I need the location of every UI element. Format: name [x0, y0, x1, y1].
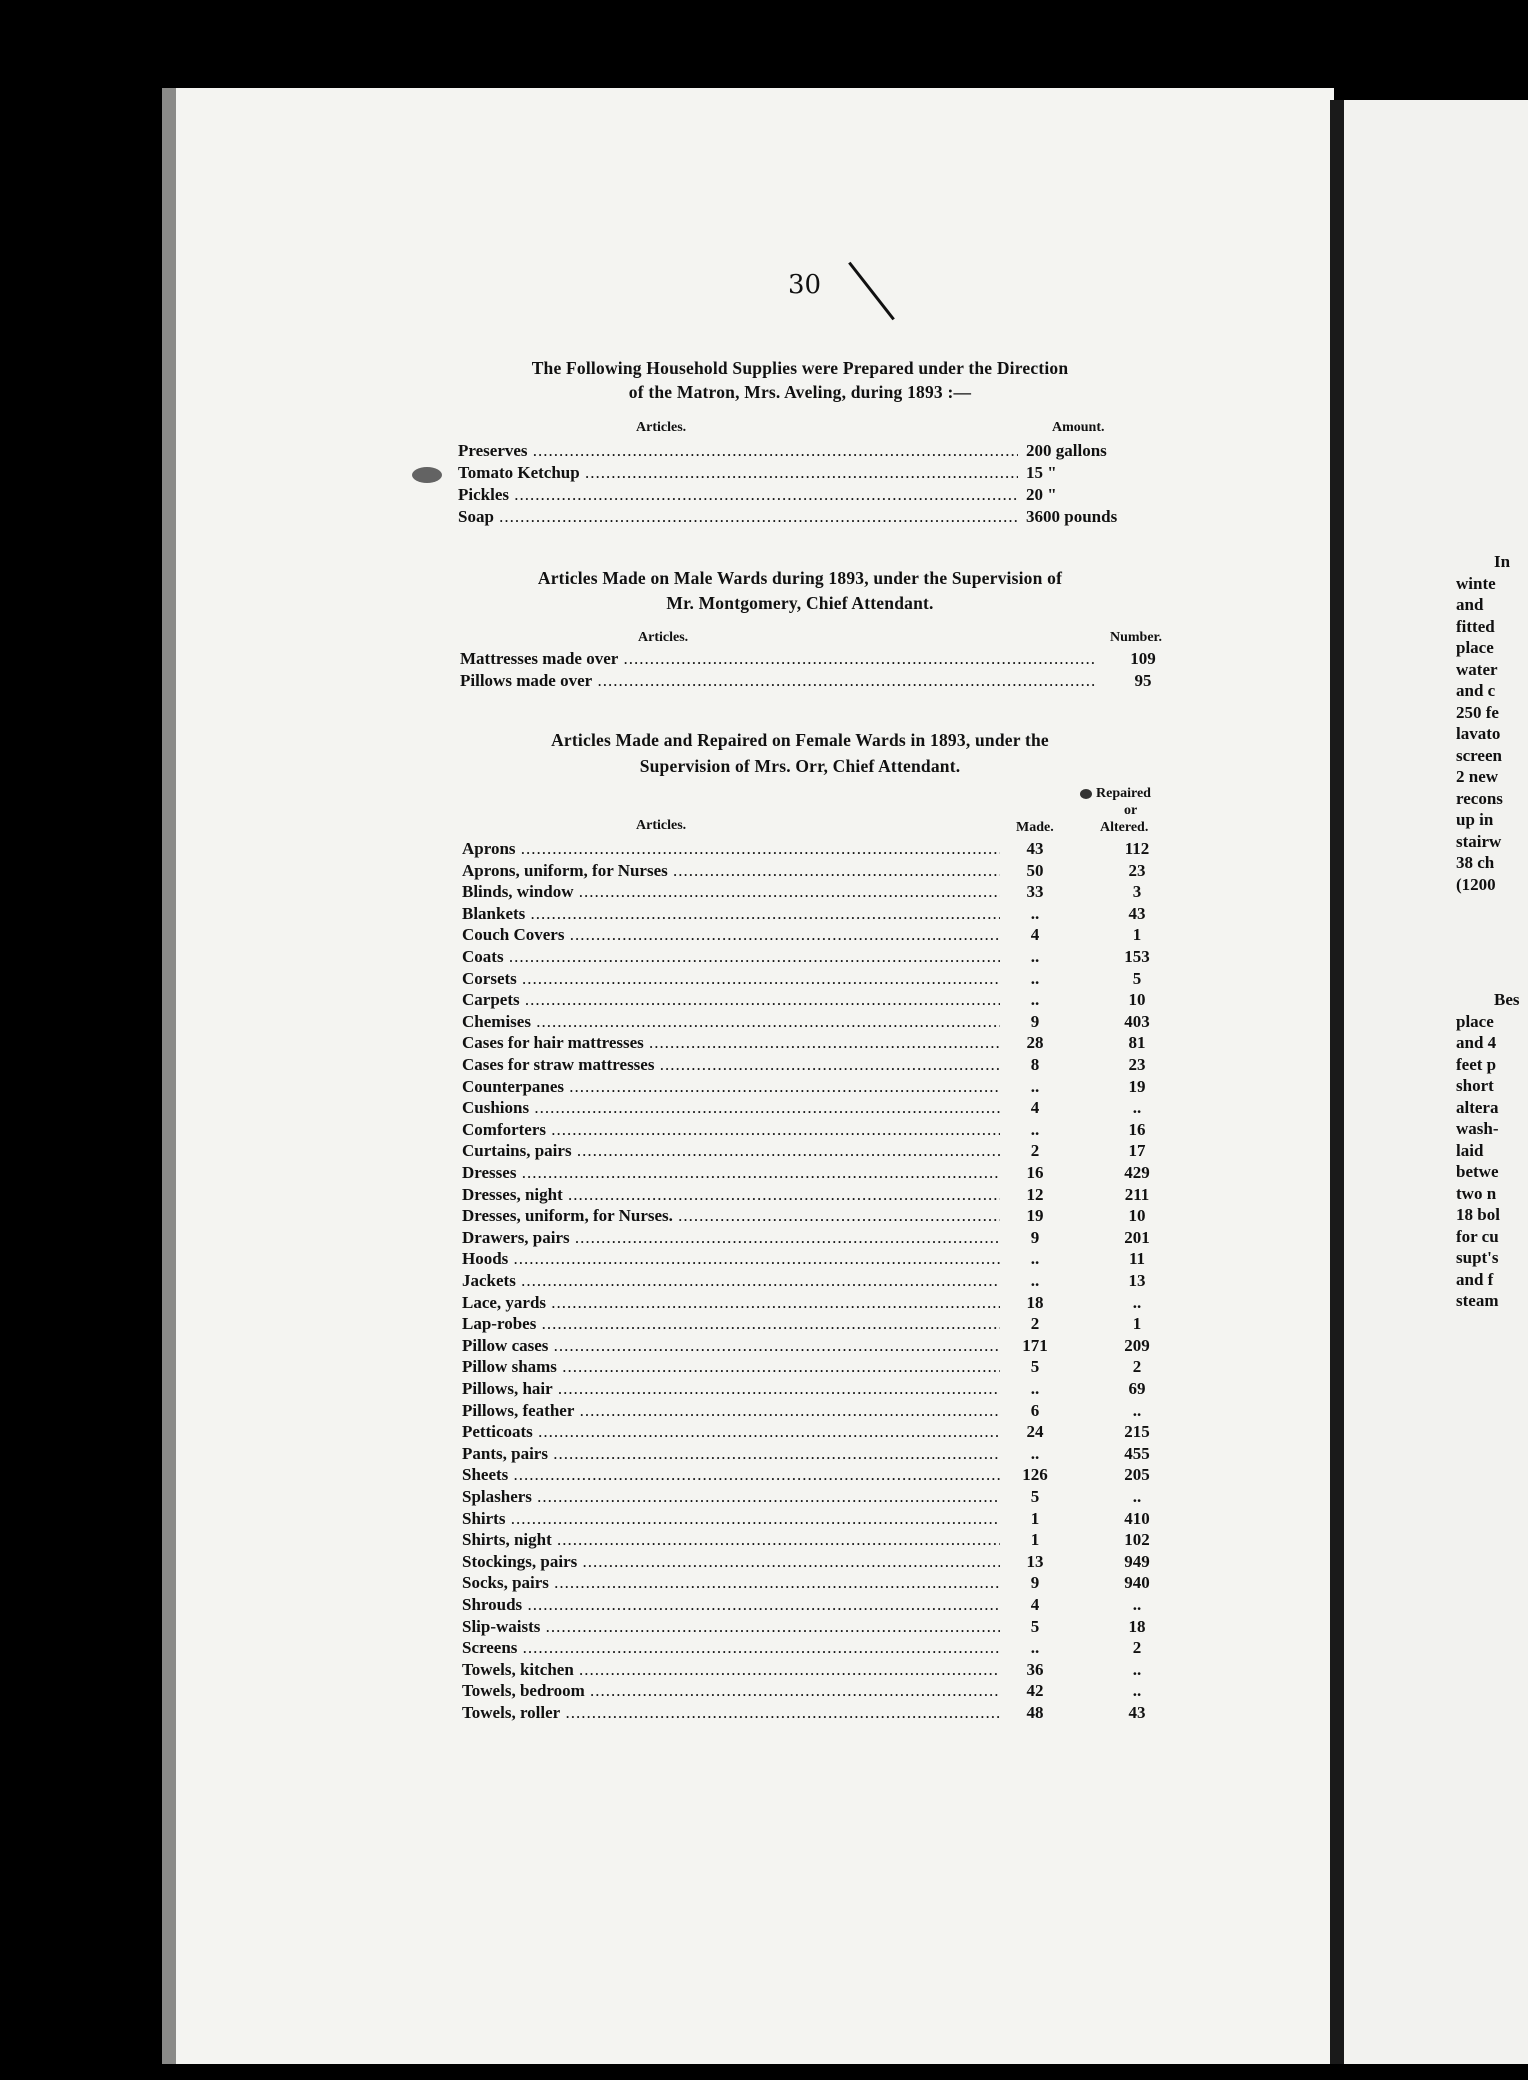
row-made: 4	[1030, 1595, 1040, 1614]
row-article: Pickles .....	[458, 485, 1018, 505]
row-article: Preserves .....	[458, 441, 1018, 461]
right-page-fragment: 18 bol	[1456, 1205, 1500, 1224]
row-made: 36	[1026, 1659, 1044, 1679]
row-article: Aprons .....	[462, 839, 1000, 859]
row-repaired: 81	[1128, 1033, 1146, 1053]
row-repaired: 940	[1124, 1573, 1150, 1593]
row-made: 5	[1030, 1487, 1040, 1506]
row-repaired: 10	[1128, 1206, 1146, 1226]
right-page-fragment: supt's	[1456, 1248, 1499, 1267]
right-page-fragment: feet p	[1456, 1054, 1497, 1074]
row-made: 9	[1030, 1011, 1040, 1031]
row-repaired: ..	[1132, 1400, 1142, 1420]
row-repaired: 23	[1128, 860, 1146, 880]
right-page-fragment: 250 fe	[1456, 702, 1499, 722]
right-page-fragment: and 4	[1456, 1033, 1497, 1052]
row-repaired: 209	[1124, 1335, 1150, 1355]
row-article: Chemises .....	[462, 1012, 1000, 1032]
right-page-fragment: In	[1494, 552, 1511, 571]
row-amount: 15 "	[1026, 463, 1057, 482]
section2-col-number: Number.	[1110, 630, 1162, 645]
ink-blot	[412, 467, 442, 483]
section2-heading-line1: Articles Made on Male Wards during 1893, under the Supervision of	[537, 568, 1063, 588]
row-repaired: 455	[1124, 1443, 1150, 1463]
section3-col-repaired-2: or	[1124, 803, 1138, 818]
section1-col-amount: Amount.	[1052, 420, 1105, 435]
row-repaired: 102	[1124, 1530, 1150, 1550]
row-article: Jackets .....	[462, 1271, 1000, 1291]
row-repaired: 17	[1128, 1141, 1146, 1161]
row-repaired: 23	[1128, 1055, 1146, 1074]
row-repaired: 19	[1128, 1076, 1146, 1096]
row-repaired: 69	[1128, 1379, 1146, 1398]
right-page-fragment: up in	[1456, 810, 1494, 829]
right-page-fragment: lavato	[1456, 724, 1501, 743]
section2-col-articles: Articles.	[638, 630, 689, 645]
right-page-fragment: recons	[1456, 788, 1503, 808]
row-repaired: 211	[1124, 1184, 1150, 1204]
right-page-fragment: steam	[1456, 1291, 1499, 1310]
row-article: Pillows made over .....	[460, 671, 1095, 691]
row-repaired: 429	[1124, 1163, 1150, 1182]
right-page-fragment: water	[1456, 659, 1498, 679]
row-made: 43	[1026, 839, 1044, 858]
row-made: ..	[1030, 947, 1040, 966]
row-made: ..	[1030, 1271, 1040, 1290]
row-article: Tomato Ketchup .....	[458, 463, 1018, 483]
right-page-fragment: screen	[1456, 745, 1502, 765]
row-made: 12	[1026, 1184, 1044, 1204]
row-made: 48	[1026, 1703, 1044, 1722]
right-page-fragment: 38 ch	[1456, 853, 1495, 872]
right-page-fragment: altera	[1456, 1097, 1499, 1117]
row-made: ..	[1030, 1443, 1040, 1463]
row-article: Pillow shams .....	[462, 1357, 1000, 1377]
row-article: Counterpanes .....	[462, 1077, 1000, 1097]
row-article: Blankets .....	[462, 904, 1000, 924]
row-made: 2	[1030, 1141, 1040, 1161]
row-article: Sheets .....	[462, 1465, 1000, 1485]
row-article: Socks, pairs .....	[462, 1573, 1000, 1593]
row-made: 9	[1030, 1227, 1040, 1247]
page-edge-shadow	[162, 88, 176, 2064]
row-repaired: 201	[1124, 1227, 1150, 1247]
row-repaired: 18	[1128, 1616, 1146, 1636]
row-amount: 20 "	[1026, 485, 1057, 504]
row-article: Shrouds .....	[462, 1595, 1000, 1615]
row-made: 28	[1026, 1033, 1044, 1053]
row-made: 5	[1030, 1357, 1040, 1377]
row-made: 1	[1030, 1530, 1040, 1550]
right-page-fragment: place	[1456, 1011, 1494, 1031]
row-repaired: ..	[1132, 1681, 1142, 1701]
section2-heading-line2: Mr. Montgomery, Chief Attendant.	[666, 593, 934, 613]
row-repaired: 215	[1124, 1422, 1150, 1442]
row-amount: 3600 pounds	[1026, 507, 1118, 526]
section3-col-repaired-1: Repaired	[1096, 786, 1151, 801]
row-article: Splashers .....	[462, 1487, 1000, 1507]
section1-heading-line2: of the Matron, Mrs. Aveling, during 1893 :—	[628, 382, 972, 402]
row-article: Petticoats .....	[462, 1422, 1000, 1442]
row-article: Mattresses made over .....	[460, 649, 1095, 669]
row-repaired: 10	[1128, 990, 1146, 1010]
row-repaired: 949	[1124, 1551, 1150, 1571]
row-made: 5	[1030, 1616, 1040, 1636]
row-repaired: 16	[1128, 1119, 1146, 1139]
row-article: Dresses, night .....	[462, 1185, 1000, 1205]
row-repaired: ..	[1132, 1292, 1142, 1312]
row-article: Stockings, pairs .....	[462, 1552, 1000, 1572]
row-repaired: 1	[1132, 1314, 1142, 1334]
section3-col-repaired-3: Altered.	[1100, 820, 1149, 835]
row-made: ..	[1030, 968, 1040, 988]
right-page-fragment: for cu	[1456, 1226, 1499, 1246]
right-page-fragment: Bes	[1494, 990, 1520, 1009]
row-article: Curtains, pairs .....	[462, 1141, 1000, 1161]
row-article: Carpets .....	[462, 990, 1000, 1010]
row-article: Slip-waists .....	[462, 1617, 1000, 1637]
row-made: 126	[1022, 1465, 1048, 1485]
row-number: 109	[1130, 649, 1156, 668]
row-made: 24	[1026, 1422, 1044, 1442]
row-made: ..	[1030, 1076, 1040, 1096]
ink-smudge	[1080, 789, 1092, 799]
page-number: 30	[788, 270, 822, 300]
row-article: Cases for hair mattresses .....	[462, 1033, 1000, 1053]
right-page-fragment: two n	[1456, 1183, 1497, 1203]
row-made: 6	[1030, 1400, 1040, 1420]
right-page-fragment: (1200	[1456, 874, 1496, 894]
row-amount: 200 gallons	[1026, 441, 1107, 460]
row-article: Towels, kitchen .....	[462, 1660, 1000, 1680]
row-article: Aprons, uniform, for Nurses .....	[462, 861, 1000, 881]
row-repaired: 112	[1124, 839, 1150, 858]
row-article: Shirts .....	[462, 1509, 1000, 1529]
row-repaired: 2	[1132, 1357, 1142, 1377]
row-repaired: ..	[1132, 1595, 1142, 1614]
row-repaired: 3	[1132, 882, 1142, 902]
right-page-fragment: and f	[1456, 1269, 1494, 1289]
right-page-fragment: fitted	[1456, 616, 1495, 636]
section1-col-articles: Articles.	[636, 420, 687, 435]
row-made: 19	[1026, 1206, 1044, 1226]
row-made: ..	[1030, 990, 1040, 1010]
row-made: ..	[1030, 1119, 1040, 1139]
row-repaired: 11	[1128, 1249, 1146, 1269]
row-article: Lace, yards .....	[462, 1293, 1000, 1313]
row-repaired: 43	[1128, 1703, 1146, 1722]
section3-heading-line2: Supervision of Mrs. Orr, Chief Attendant.	[639, 756, 961, 776]
section1-heading-line1: The Following Household Supplies were Prepared under the Direction	[531, 358, 1069, 378]
row-repaired: 153	[1124, 947, 1150, 966]
row-article: Pants, pairs .....	[462, 1444, 1000, 1464]
row-made: ..	[1030, 1249, 1040, 1269]
right-page-fragment: laid	[1456, 1140, 1484, 1160]
row-article: Cases for straw mattresses .....	[462, 1055, 1000, 1075]
row-repaired: ..	[1132, 1659, 1142, 1679]
row-made: 13	[1026, 1551, 1044, 1571]
row-repaired: 5	[1132, 968, 1142, 988]
row-made: 2	[1030, 1314, 1040, 1334]
row-article: Screens .....	[462, 1638, 1000, 1658]
row-article: Coats .....	[462, 947, 1000, 967]
row-made: 18	[1026, 1292, 1044, 1312]
right-page-fragment: stairw	[1456, 831, 1502, 851]
section3-heading-line1: Articles Made and Repaired on Female Wards in 1893, under the	[551, 730, 1049, 750]
right-page-fragment: betwe	[1456, 1162, 1499, 1181]
row-repaired: ..	[1132, 1098, 1142, 1118]
row-article: Drawers, pairs .....	[462, 1228, 1000, 1248]
row-article: Couch Covers .....	[462, 925, 1000, 945]
right-page-fragment: wash-	[1456, 1119, 1499, 1138]
row-article: Pillow cases .....	[462, 1336, 1000, 1356]
right-page-fragment: and	[1456, 595, 1484, 614]
row-made: 33	[1026, 882, 1044, 902]
row-article: Corsets .....	[462, 969, 1000, 989]
right-page	[1344, 100, 1528, 2064]
row-number: 95	[1134, 671, 1152, 690]
row-repaired: 410	[1124, 1508, 1150, 1528]
right-page-fragment: place	[1456, 638, 1494, 657]
row-article: Dresses .....	[462, 1163, 1000, 1183]
row-made: 16	[1026, 1163, 1044, 1182]
section3-col-made: Made.	[1016, 820, 1054, 835]
row-made: 42	[1026, 1681, 1044, 1701]
row-article: Pillows, hair .....	[462, 1379, 1000, 1399]
row-made: 9	[1030, 1573, 1040, 1593]
row-article: Soap .....	[458, 507, 1018, 527]
row-article: Hoods .....	[462, 1249, 1000, 1269]
row-article: Shirts, night .....	[462, 1530, 1000, 1550]
row-article: Towels, roller .....	[462, 1703, 1000, 1723]
row-made: 8	[1030, 1055, 1040, 1074]
row-repaired: 1	[1132, 925, 1142, 945]
book-spine	[1330, 100, 1344, 2064]
row-made: ..	[1030, 1379, 1040, 1398]
row-repaired: ..	[1132, 1487, 1142, 1506]
section3-col-articles: Articles.	[636, 818, 687, 833]
right-page-fragment: 2 new	[1456, 767, 1499, 786]
row-made: 4	[1030, 1098, 1040, 1118]
row-article: Lap-robes .....	[462, 1314, 1000, 1334]
row-repaired: 205	[1124, 1465, 1150, 1485]
row-repaired: 403	[1124, 1011, 1150, 1031]
row-article: Pillows, feather .....	[462, 1401, 1000, 1421]
row-made: ..	[1030, 903, 1040, 923]
row-repaired: 43	[1128, 903, 1146, 923]
right-page-fragment: winte	[1456, 573, 1496, 593]
row-repaired: 13	[1128, 1271, 1146, 1290]
row-made: 1	[1030, 1508, 1040, 1528]
row-made: 4	[1030, 925, 1040, 945]
row-article: Towels, bedroom .....	[462, 1681, 1000, 1701]
row-repaired: 2	[1132, 1638, 1142, 1658]
right-page-fragment: and c	[1456, 681, 1496, 700]
row-made: 50	[1026, 860, 1044, 880]
row-made: ..	[1030, 1638, 1040, 1658]
row-article: Dresses, uniform, for Nurses. .....	[462, 1206, 1000, 1226]
row-article: Comforters .....	[462, 1120, 1000, 1140]
row-made: 171	[1022, 1335, 1048, 1355]
row-article: Cushions .....	[462, 1098, 1000, 1118]
right-page-fragment: short	[1456, 1076, 1494, 1095]
row-article: Blinds, window .....	[462, 882, 1000, 902]
